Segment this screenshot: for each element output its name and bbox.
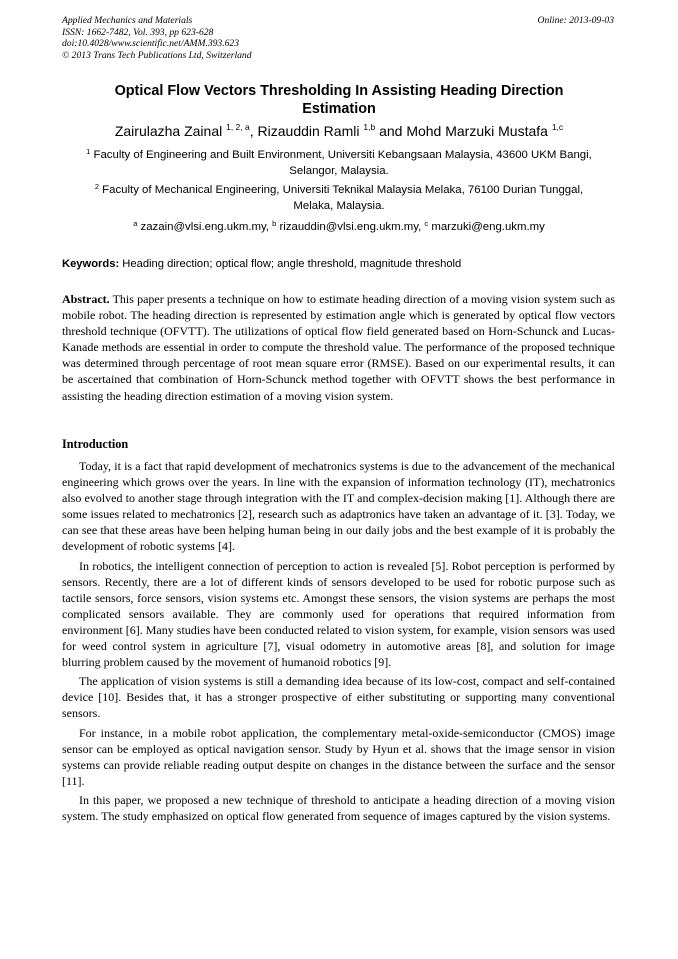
email-b[interactable]: rizauddin@vlsi.eng.ukm.my,	[276, 221, 425, 233]
title-line-2: Estimation	[302, 101, 376, 117]
author-2: , Rizauddin Ramli	[249, 123, 360, 139]
paper-title	[62, 82, 616, 118]
keywords	[62, 257, 616, 271]
affiliation-1-line-2: Selangor, Malaysia.	[289, 164, 389, 177]
title-line-1: Optical Flow Vectors Thresholding In Assisting Heading Direction	[114, 83, 564, 99]
paragraph: In robotics, the intelligent connection of perception to action is revealed [5]. Robot perception is performed by sensors. Recently, there are a lot of different kinds of sensors developed to be used for robotic purpose such as tactile sensors, force sensors, vision systems etc. Amongst these sensors, the vision systems are perhaps the most complicated sensors available. They are commonly used for operations that required information from environment [6]. Many studies have been conducted related to vision system, for example, vision sensors was used for weed control system in agriculture [7], visual odometry in automotive areas [8], and solution for image blurring problem caused by the movement of humanoid robotics [9].	[62, 558, 615, 670]
email-a-mark: a	[133, 219, 138, 228]
email-b-mark: b	[272, 219, 277, 228]
email-c[interactable]: marzuki@eng.ukm.my	[428, 221, 545, 233]
issn-line: ISSN: 1662-7482, Vol. 393, pp 623-628	[62, 26, 214, 38]
affiliation-2-mark: 2	[94, 182, 100, 191]
doi-link[interactable]: doi:10.4028/www.scientific.net/AMM.393.623	[62, 38, 240, 49]
author-1-affil: 1, 2, a	[226, 122, 250, 132]
affiliation-2-line-2: Melaka, Malaysia.	[293, 199, 385, 212]
paragraph: The application of vision systems is still a demanding idea because of its low-cost, compact and self-contained device [10]. Besides that, it has a stronger prospective of either substituting or supporting many conventional sensors.	[62, 674, 615, 721]
journal-header	[62, 15, 252, 61]
section-heading-introduction: Introduction	[62, 437, 129, 451]
affiliation-1-mark: 1	[86, 147, 91, 156]
email-c-mark: c	[424, 219, 429, 228]
keywords-text: Heading direction; optical flow; angle threshold, magnitude threshold	[119, 258, 462, 270]
copyright-line: © 2013 Trans Tech Publications Ltd, Switzerland	[62, 49, 252, 61]
affiliation-1	[62, 148, 616, 179]
affiliation-2	[62, 183, 616, 214]
abstract	[62, 291, 615, 404]
abstract-label: Abstract.	[62, 292, 110, 306]
keywords-label: Keywords:	[62, 258, 120, 270]
online-date: Online: 2013-09-03	[537, 15, 614, 26]
email-list	[62, 220, 616, 236]
email-a[interactable]: zazain@vlsi.eng.ukm.my,	[137, 221, 273, 233]
paragraph: For instance, in a mobile robot application, the complementary metal-oxide-semiconductor (CMOS) image sensor can be employed as optical navigation sensor. Study by Hyun et al. shows that the image sensor in vision systems can provide reliable reading output despite on changes in the distance between the surface and the sensor [11].	[62, 725, 615, 788]
affiliation-2-line-1: Faculty of Mechanical Engineering, Universiti Teknikal Malaysia Melaka, 76100 Durian Tunggal,	[99, 184, 584, 196]
author-2-affil: 1,b	[363, 122, 376, 132]
introduction-body	[62, 458, 615, 827]
author-3: and Mohd Marzuki Mustafa	[375, 123, 548, 139]
author-list	[62, 121, 616, 141]
author-3-affil: 1,c	[551, 122, 564, 132]
author-1: Zairulazha Zainal	[114, 123, 223, 139]
paragraph: Today, it is a fact that rapid development of mechatronics systems is due to the advancement of the mechanical engineering which grows over the years. In line with the expansion of information technology (IT), mechatronics also evolved to another stage through integration with the IT and complex-decision making [1]. Although there are some issues related to mechatronics [2], research such as adaptronics have taken an advantage of it. [3]. Today, we can see that these areas have been helping human being in our daily jobs and the best example of it is probably the development of robotic systems [4].	[62, 459, 615, 554]
affiliation-1-line-1: Faculty of Engineering and Built Environment, Universiti Kebangsaan Malaysia, 43600 UKM Bangi,	[90, 149, 592, 161]
paragraph: In this paper, we proposed a new technique of threshold to anticipate a heading direction of a moving vision system. The study emphasized on optical flow generated from sequence of images captured by the vision systems.	[62, 792, 615, 823]
abstract-text: This paper presents a technique on how to estimate heading direction of a moving vision system such as mobile robot. The heading direction is represented by estimation angle which is generated by optical flow vectors threshold technique (OFVTT). The utilizations of optical flow field generated based on Horn-Schunck and Lucas-Kanade methods are essential in order to compute the threshold value. The performance of the proposed technique was determined through percentage of root mean square error (RMSE). Based on our experimental results, it can be ascertained that combination of Horn-Schunck method together with OFVTT shows the best performance in assisting the heading direction estimation of a moving vision system.	[62, 292, 615, 403]
journal-name: Applied Mechanics and Materials	[62, 15, 193, 26]
